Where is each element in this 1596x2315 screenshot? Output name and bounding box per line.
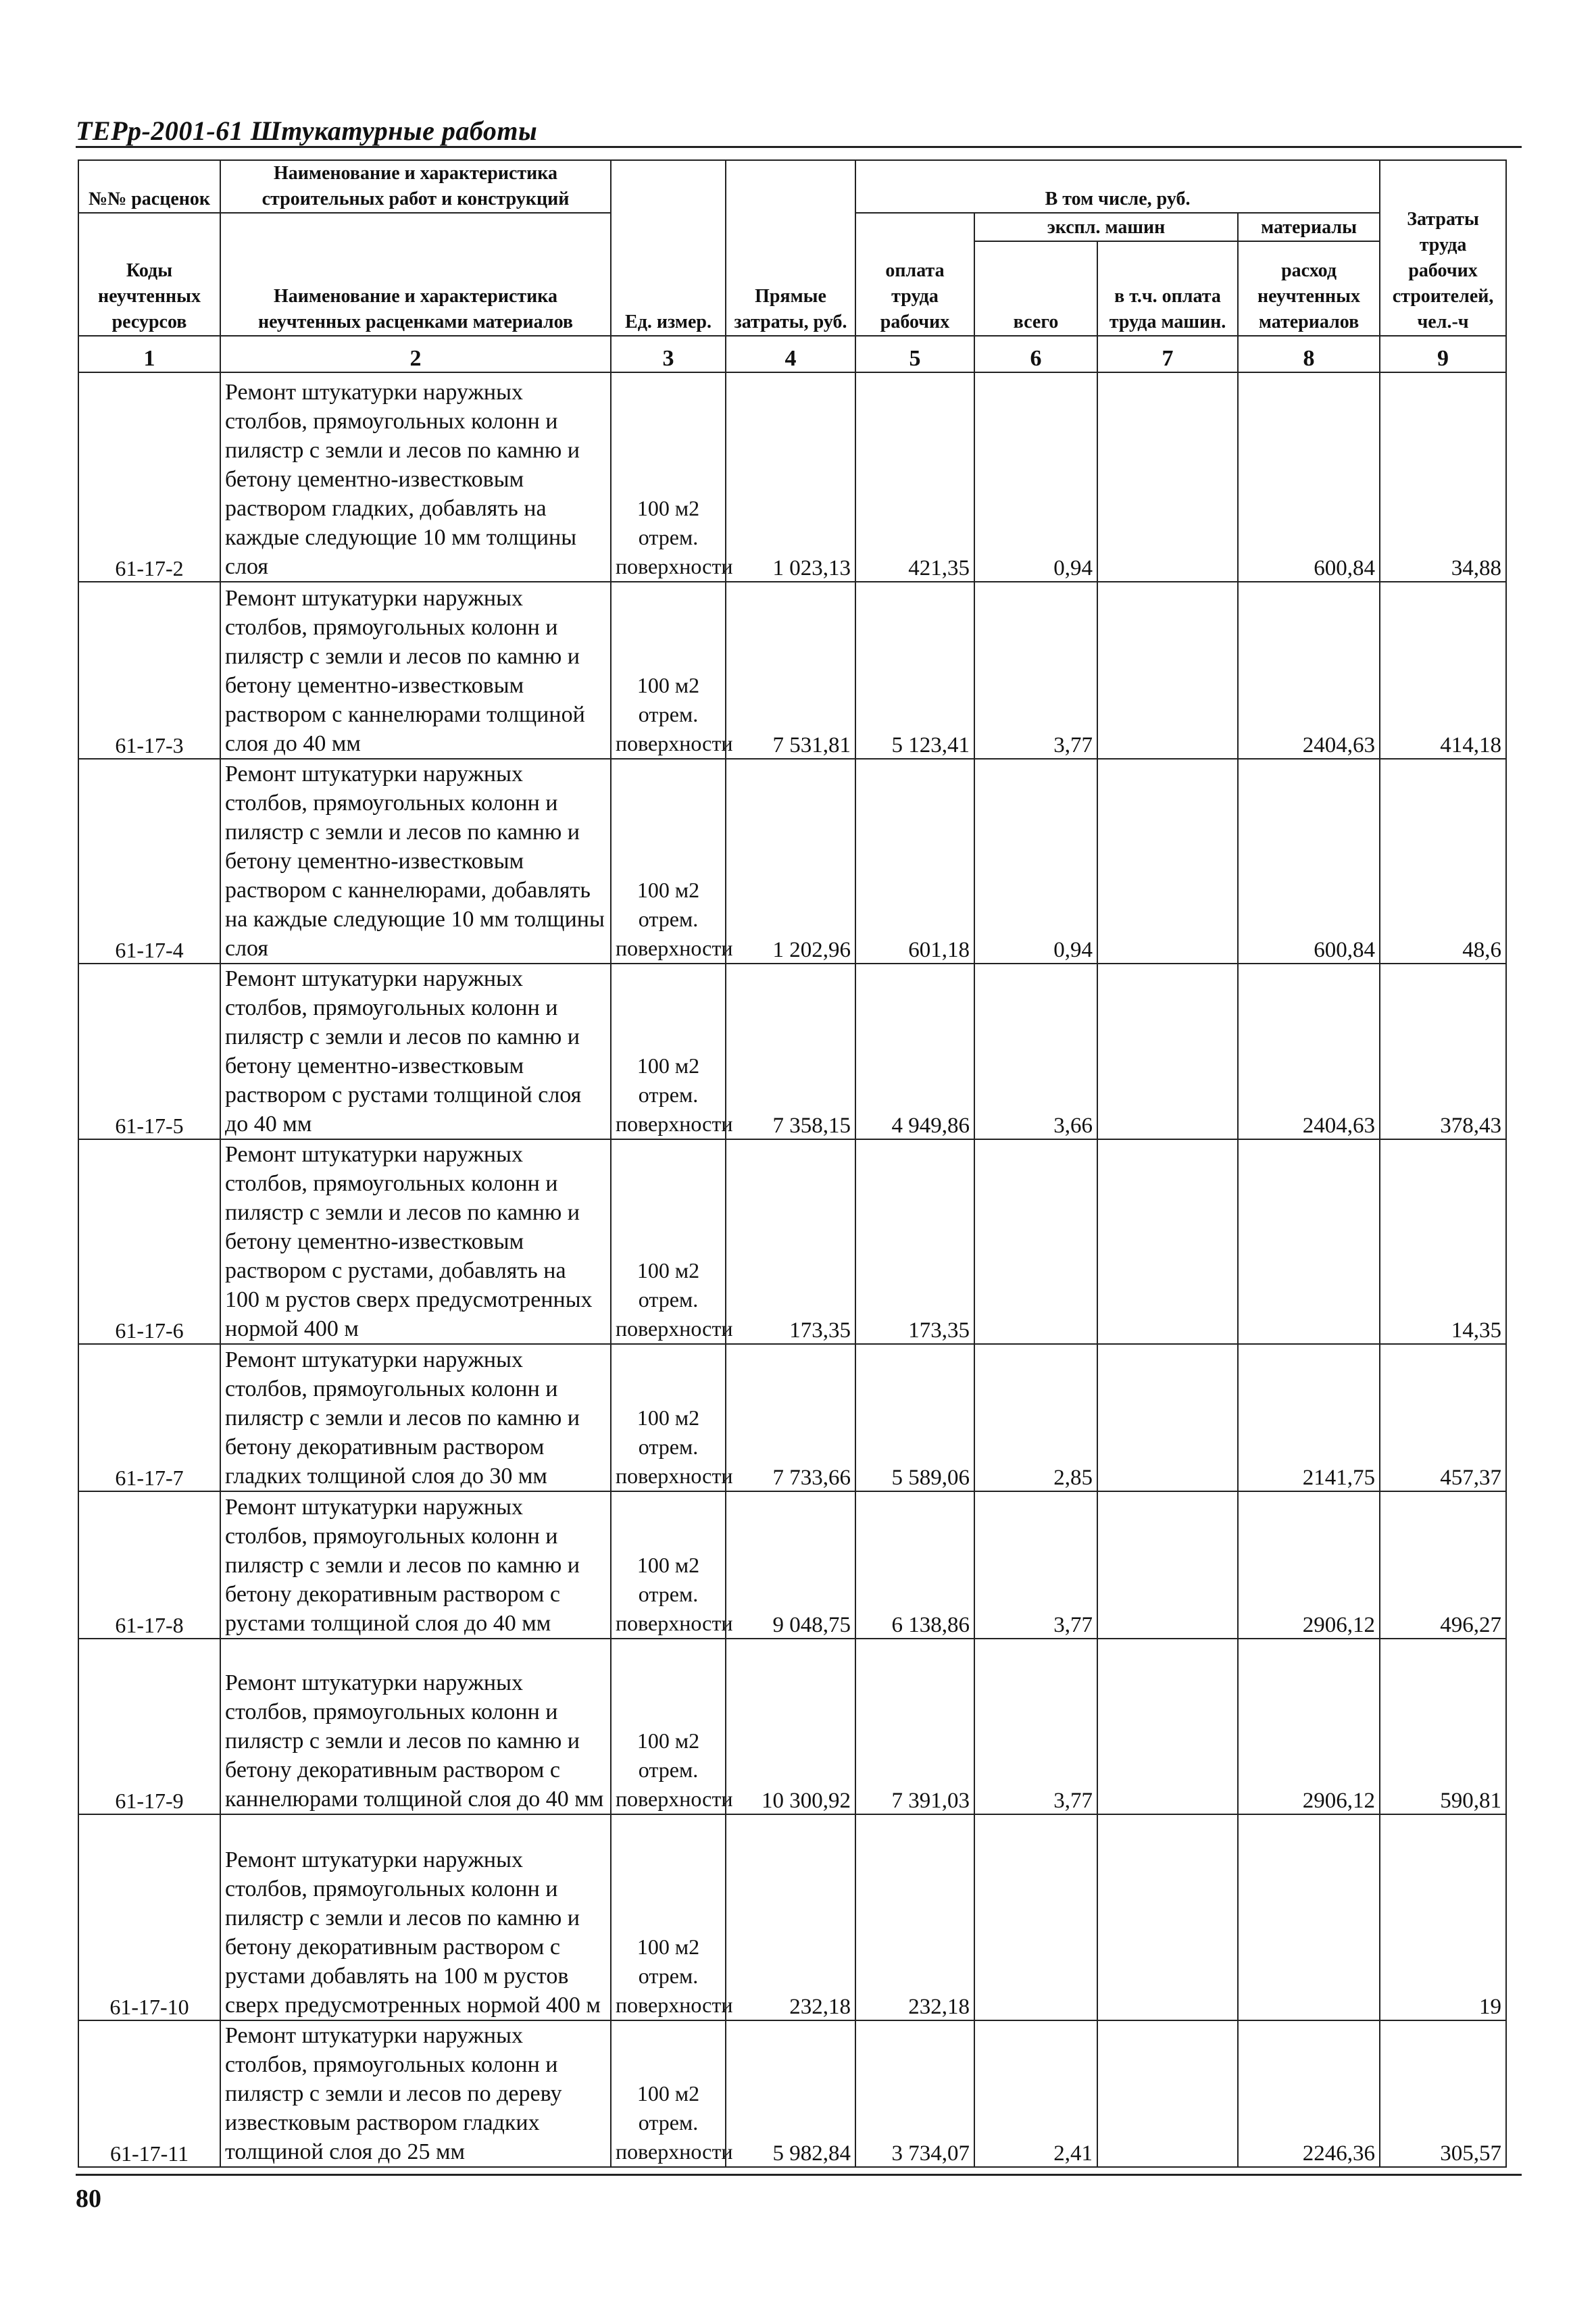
unit-cell: 100 м2 отрем. поверхности xyxy=(611,1139,726,1344)
header-machine-wages: в т.ч. оплата труда машин. xyxy=(1097,241,1238,336)
unit-cell: 100 м2 отрем. поверхности xyxy=(611,372,726,582)
direct-cost-cell: 1 023,13 xyxy=(726,372,855,582)
machine-wages-cell xyxy=(1097,1639,1238,1814)
unit-cell: 100 м2 отрем. поверхности xyxy=(611,964,726,1139)
wages-cell: 6 138,86 xyxy=(855,1491,974,1639)
labor-cell: 14,35 xyxy=(1380,1139,1506,1344)
table-row xyxy=(78,964,1506,1139)
direct-cost-cell: 173,35 xyxy=(726,1139,855,1344)
labor-cell: 48,6 xyxy=(1380,759,1506,964)
direct-cost-cell: 232,18 xyxy=(726,1814,855,2020)
unit-cell: 100 м2 отрем. поверхности xyxy=(611,1639,726,1814)
table-row xyxy=(78,1344,1506,1491)
col-index: 4 xyxy=(726,336,855,372)
wages-cell: 173,35 xyxy=(855,1139,974,1344)
wages-cell: 7 391,03 xyxy=(855,1639,974,1814)
header-resource-codes: Коды неучтенных ресурсов xyxy=(78,213,220,336)
machine-wages-cell xyxy=(1097,372,1238,582)
work-description: Ремонт штукатурки наружных столбов, прямоугольных колонн и пилястр с земли и лесов по камню и бетону декоративным раствором с рустами добавлять на 100 м рустов сверх предусмотренных нормой 400 м xyxy=(220,1814,611,2020)
labor-cell: 457,37 xyxy=(1380,1344,1506,1491)
work-description: Ремонт штукатурки наружных столбов, прямоугольных колонн и пилястр с земли и лесов по камню и бетону цементно-известковым раствором с каннелюрами толщиной слоя до 40 мм xyxy=(220,582,611,759)
rate-code: 61-17-4 xyxy=(78,759,220,964)
machine-wages-cell xyxy=(1097,1139,1238,1344)
col-index: 6 xyxy=(974,336,1097,372)
labor-cell: 34,88 xyxy=(1380,372,1506,582)
machine-wages-cell xyxy=(1097,1491,1238,1639)
wages-cell: 232,18 xyxy=(855,1814,974,2020)
col-index: 8 xyxy=(1238,336,1380,372)
header-materials-consumption: расход неучтенных материалов xyxy=(1238,241,1380,336)
rate-code: 61-17-2 xyxy=(78,372,220,582)
rate-code: 61-17-10 xyxy=(78,1814,220,2020)
header-unit: Ед. измер. xyxy=(611,160,726,336)
rate-code: 61-17-11 xyxy=(78,2020,220,2167)
table-row xyxy=(78,372,1506,582)
header-including: В том числе, руб. xyxy=(855,160,1380,213)
table-row xyxy=(78,1814,1506,2020)
col-index: 3 xyxy=(611,336,726,372)
direct-cost-cell: 7 358,15 xyxy=(726,964,855,1139)
machines-cell: 2,85 xyxy=(974,1344,1097,1491)
labor-cell: 496,27 xyxy=(1380,1491,1506,1639)
work-description: Ремонт штукатурки наружных столбов, прямоугольных колонн и пилястр с земли и лесов по камню и бетону цементно-известковым раствором с рустами толщиной слоя до 40 мм xyxy=(220,964,611,1139)
header-materials-name: Наименование и характеристика неучтенных расценками материалов xyxy=(220,213,611,336)
materials-cell: 600,84 xyxy=(1238,759,1380,964)
materials-cell xyxy=(1238,1139,1380,1344)
page-header: ТЕРр-2001-61 Штукатурные работы xyxy=(76,116,538,146)
table-row xyxy=(78,1639,1506,1814)
header-machines-total: всего xyxy=(974,241,1097,336)
col-index: 7 xyxy=(1097,336,1238,372)
machines-cell xyxy=(974,1814,1097,2020)
machines-cell: 0,94 xyxy=(974,759,1097,964)
machines-cell: 3,77 xyxy=(974,1491,1097,1639)
machine-wages-cell xyxy=(1097,2020,1238,2167)
unit-cell: 100 м2 отрем. поверхности xyxy=(611,2020,726,2167)
wages-cell: 5 123,41 xyxy=(855,582,974,759)
wages-cell: 3 734,07 xyxy=(855,2020,974,2167)
work-description: Ремонт штукатурки наружных столбов, прямоугольных колонн и пилястр с земли и лесов по камню и бетону декоративным раствором гладких толщиной слоя до 30 мм xyxy=(220,1344,611,1491)
header-wages: оплата труда рабочих xyxy=(855,213,974,336)
materials-cell xyxy=(1238,1814,1380,2020)
footer-rule xyxy=(76,2174,1522,2176)
direct-cost-cell: 1 202,96 xyxy=(726,759,855,964)
materials-cell: 2404,63 xyxy=(1238,582,1380,759)
wages-cell: 5 589,06 xyxy=(855,1344,974,1491)
materials-cell: 600,84 xyxy=(1238,372,1380,582)
machines-cell: 2,41 xyxy=(974,2020,1097,2167)
work-description: Ремонт штукатурки наружных столбов, прямоугольных колонн и пилястр с земли и лесов по камню и бетону декоративным раствором с рустами толщиной слоя до 40 мм xyxy=(220,1491,611,1639)
unit-cell: 100 м2 отрем. поверхности xyxy=(611,1344,726,1491)
direct-cost-cell: 7 531,81 xyxy=(726,582,855,759)
labor-cell: 414,18 xyxy=(1380,582,1506,759)
machines-cell: 3,77 xyxy=(974,1639,1097,1814)
unit-cell: 100 м2 отрем. поверхности xyxy=(611,759,726,964)
labor-cell: 19 xyxy=(1380,1814,1506,2020)
rate-code: 61-17-9 xyxy=(78,1639,220,1814)
materials-cell: 2404,63 xyxy=(1238,964,1380,1139)
rate-code: 61-17-7 xyxy=(78,1344,220,1491)
unit-cell: 100 м2 отрем. поверхности xyxy=(611,1814,726,2020)
wages-cell: 601,18 xyxy=(855,759,974,964)
work-description: Ремонт штукатурки наружных столбов, прямоугольных колонн и пилястр с земли и лесов по камню и бетону декоративным раствором с каннелюрами толщиной слоя до 40 мм xyxy=(220,1639,611,1814)
machine-wages-cell xyxy=(1097,1344,1238,1491)
direct-cost-cell: 10 300,92 xyxy=(726,1639,855,1814)
header-rule xyxy=(76,146,1522,148)
machines-cell: 3,66 xyxy=(974,964,1097,1139)
col-index: 2 xyxy=(220,336,611,372)
header-direct-costs: Прямые затраты, руб. xyxy=(726,160,855,336)
labor-cell: 378,43 xyxy=(1380,964,1506,1139)
labor-cell: 590,81 xyxy=(1380,1639,1506,1814)
table-row xyxy=(78,1491,1506,1639)
page-number: 80 xyxy=(76,2185,101,2213)
machine-wages-cell xyxy=(1097,1814,1238,2020)
wages-cell: 421,35 xyxy=(855,372,974,582)
col-index: 5 xyxy=(855,336,974,372)
work-description: Ремонт штукатурки наружных столбов, прямоугольных колонн и пилястр с земли и лесов по камню и бетону цементно-известковым раствором с рустами, добавлять на 100 м рустов сверх предусмотренных нормой 400 м xyxy=(220,1139,611,1344)
work-description: Ремонт штукатурки наружных столбов, прямоугольных колонн и пилястр с земли и лесов по дереву известковым раствором гладких толщиной слоя до 25 мм xyxy=(220,2020,611,2167)
direct-cost-cell: 5 982,84 xyxy=(726,2020,855,2167)
work-description: Ремонт штукатурки наружных столбов, прямоугольных колонн и пилястр с земли и лесов по камню и бетону цементно-известковым раствором гладких, добавлять на каждые следующие 10 мм толщины слоя xyxy=(220,372,611,582)
header-rate-number: №№ расценок xyxy=(78,160,220,213)
header-materials: материалы xyxy=(1238,213,1380,241)
table-row xyxy=(78,1139,1506,1344)
rate-code: 61-17-8 xyxy=(78,1491,220,1639)
materials-cell: 2246,36 xyxy=(1238,2020,1380,2167)
work-description: Ремонт штукатурки наружных столбов, прямоугольных колонн и пилястр с земли и лесов по камню и бетону цементно-известковым раствором с каннелюрами, добавлять на каждые следующие 10 мм толщины слоя xyxy=(220,759,611,964)
materials-cell: 2141,75 xyxy=(1238,1344,1380,1491)
machines-cell: 0,94 xyxy=(974,372,1097,582)
unit-cell: 100 м2 отрем. поверхности xyxy=(611,1491,726,1639)
labor-cell: 305,57 xyxy=(1380,2020,1506,2167)
direct-cost-cell: 7 733,66 xyxy=(726,1344,855,1491)
col-index: 1 xyxy=(78,336,220,372)
materials-cell: 2906,12 xyxy=(1238,1639,1380,1814)
direct-cost-cell: 9 048,75 xyxy=(726,1491,855,1639)
machine-wages-cell xyxy=(1097,759,1238,964)
col-index: 9 xyxy=(1380,336,1506,372)
header-labor-costs: Затраты труда рабочих строителей, чел.-ч xyxy=(1380,160,1506,336)
rate-code: 61-17-6 xyxy=(78,1139,220,1344)
table-row xyxy=(78,582,1506,759)
machines-cell: 3,77 xyxy=(974,582,1097,759)
rate-code: 61-17-5 xyxy=(78,964,220,1139)
materials-cell: 2906,12 xyxy=(1238,1491,1380,1639)
unit-cell: 100 м2 отрем. поверхности xyxy=(611,582,726,759)
rates-table xyxy=(78,159,1507,2168)
table-row xyxy=(78,2020,1506,2167)
table-row xyxy=(78,759,1506,964)
rate-code: 61-17-3 xyxy=(78,582,220,759)
machines-cell xyxy=(974,1139,1097,1344)
machine-wages-cell xyxy=(1097,964,1238,1139)
header-work-name: Наименование и характеристика строительных работ и конструкций xyxy=(220,160,611,213)
machine-wages-cell xyxy=(1097,582,1238,759)
wages-cell: 4 949,86 xyxy=(855,964,974,1139)
header-machines: экспл. машин xyxy=(974,213,1238,241)
